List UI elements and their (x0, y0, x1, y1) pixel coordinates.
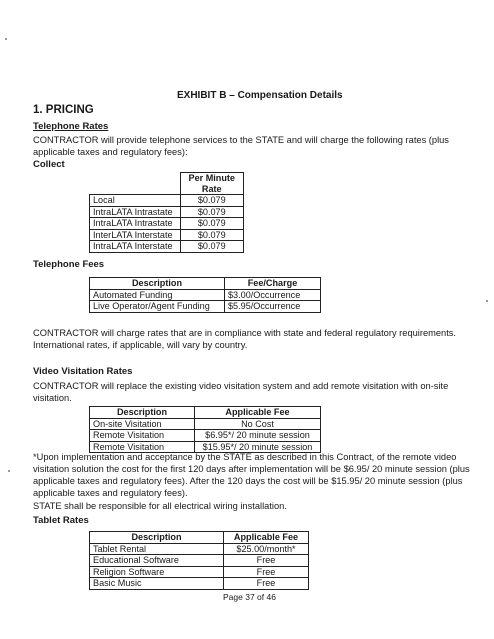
description-cell: Educational Software (90, 555, 224, 567)
description-cell: Remote Visitation (90, 441, 195, 453)
description-cell: Religion Software (90, 566, 224, 578)
rate-cell: $0.079 (180, 206, 244, 218)
table-header-row (90, 532, 309, 544)
table-row (90, 206, 244, 218)
table-row (90, 229, 244, 241)
empty-header-cell (90, 173, 181, 195)
description-header: Description (90, 532, 224, 544)
collect-rates-table (89, 172, 244, 253)
page-footer (223, 592, 276, 602)
telephone-rates-heading: Telephone Rates (33, 121, 109, 132)
applicable-fee-header: Applicable Fee (195, 407, 321, 419)
table-row (90, 418, 321, 430)
per-minute-rate-header: Per Minute Rate (180, 173, 244, 195)
scan-speck (8, 470, 10, 472)
description-header: Description (90, 407, 195, 419)
fee-cell: $5.95/Occurrence (225, 301, 321, 313)
fee-cell: Free (224, 578, 309, 590)
call-type-cell: IntraLATA Intrastate (90, 218, 181, 230)
video-visitation-footnote: *Upon implementation and acceptance by the STATE as described in this Contract, of the remote video visitation solution the cost for the first 120 days after implementation will be $6.95/ 20 minute session (plus applicable taxes and regulatory fees). After the 120 days the cost will be $15.95/ 20 minute session (plus applicable taxes and regulatory fees). (33, 452, 470, 498)
table-row (90, 241, 244, 253)
page-prefix: Page (223, 592, 246, 602)
description-header: Description (90, 278, 225, 290)
page-total: 46 (266, 592, 276, 602)
section-heading: 1. PRICING (33, 104, 94, 116)
table-header-row (90, 173, 244, 195)
description-cell: Automated Funding (90, 289, 225, 301)
table-row (90, 301, 321, 313)
call-type-cell: IntraLATA Interstate (90, 241, 181, 253)
rate-cell: $0.079 (180, 241, 244, 253)
wiring-responsibility: STATE shall be responsible for all electrical wiring installation. (33, 501, 287, 511)
fee-cell: $15.95*/ 20 minute session (195, 441, 321, 453)
call-type-cell: Local (90, 195, 181, 207)
table-row (90, 578, 309, 590)
video-visitation-table (89, 406, 321, 453)
rate-cell: $0.079 (180, 229, 244, 241)
fee-cell: $25.00/month* (224, 543, 309, 555)
fee-charge-header: Fee/Charge (225, 278, 321, 290)
scan-speck (5, 38, 7, 40)
table-row (90, 543, 309, 555)
applicable-fee-header: Applicable Fee (224, 532, 309, 544)
call-type-cell: IntraLATA Intrastate (90, 206, 181, 218)
table-row (90, 218, 244, 230)
tablet-rates-table (89, 531, 309, 590)
table-row (90, 289, 321, 301)
description-cell: On-site Visitation (90, 418, 195, 430)
description-cell: Tablet Rental (90, 543, 224, 555)
rate-cell: $0.079 (180, 218, 244, 230)
table-row (90, 195, 244, 207)
rate-cell: $0.079 (180, 195, 244, 207)
collect-heading: Collect (33, 159, 65, 170)
call-type-cell: InterLATA Interstate (90, 229, 181, 241)
description-cell: Live Operator/Agent Funding (90, 301, 225, 313)
video-visitation-heading: Video Visitation Rates (33, 366, 133, 377)
tablet-rates-heading: Tablet Rates (33, 515, 89, 526)
exhibit-title: EXHIBIT B – Compensation Details (177, 90, 343, 101)
telephone-fees-heading: Telephone Fees (33, 259, 105, 270)
telephone-rates-intro: CONTRACTOR will provide telephone services to the STATE and will charge the following rates (plus applicable taxes and regulatory fees): (33, 135, 449, 157)
fee-cell: Free (224, 566, 309, 578)
description-cell: Basic Music (90, 578, 224, 590)
video-visitation-intro: CONTRACTOR will replace the existing video visitation system and add remote visitation with on-site visitation. (33, 381, 449, 403)
table-header-row (90, 407, 321, 419)
scan-speck (486, 300, 488, 302)
table-row (90, 566, 309, 578)
page-of: of (254, 592, 267, 602)
description-cell: Remote Visitation (90, 430, 195, 442)
fee-cell: $3.00/Occurrence (225, 289, 321, 301)
fee-cell: $6.95*/ 20 minute session (195, 430, 321, 442)
table-row (90, 430, 321, 442)
table-header-row (90, 278, 321, 290)
telephone-fees-table (89, 277, 321, 313)
fee-cell: No Cost (195, 418, 321, 430)
page-number: 37 (245, 592, 255, 602)
fee-cell: Free (224, 555, 309, 567)
telephone-fees-note: CONTRACTOR will charge rates that are in compliance with state and federal regulatory requirements. International rates, if applicable, will vary by country. (33, 328, 457, 350)
table-row (90, 555, 309, 567)
